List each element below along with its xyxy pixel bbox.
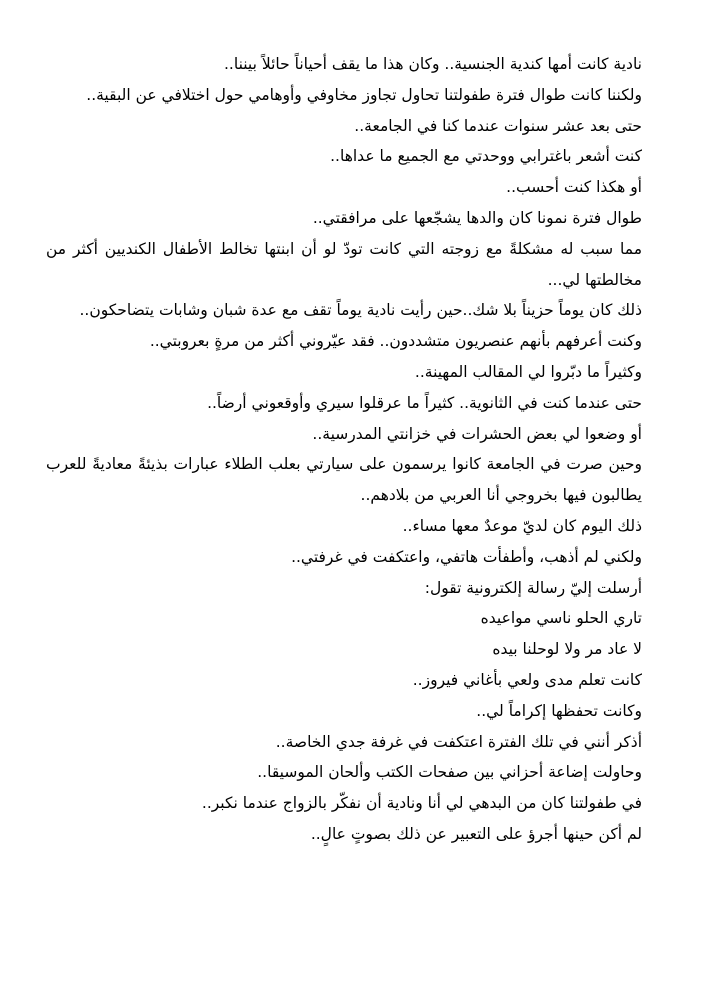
paragraph: ولكننا كانت طوال فترة طفولتنا تحاول تجاوز مخاوفي وأوهامي حول اختلافي عن البقية..	[86, 85, 642, 104]
paragraph: ولكني لم أذهب، وأطفأت هاتفي، واعتكفت في غرفتي..	[291, 547, 642, 566]
paragraph: حتى بعد عشر سنوات عندما كنا في الجامعة..	[354, 116, 642, 135]
paragraph: لم أكن حينها أجرؤ على التعبير عن ذلك بصوتٍ عالٍ..	[310, 824, 642, 843]
paragraph: حتى عندما كنت في الثانوية.. كثيراً ما عرقلوا سيري وأوقعوني أرضاً..	[207, 393, 642, 412]
paragraph: ذلك كان يوماً حزيناً بلا شك..حين رأيت نادية يوماً تقف مع عدة شبان وشابات يتضاحكون..	[79, 301, 642, 320]
paragraph: أو هكذا كنت أحسب..	[506, 178, 642, 197]
paragraph: وحين صرت في الجامعة كانوا يرسمون على سيارتي بعلب الطلاء عبارات بذيئةً معاديةً للعرب يطالبون فيها بخروجي أنا العربي من بلادهم..	[46, 455, 642, 505]
paragraph: وكانت تحفظها إكراماً لي..	[476, 701, 642, 720]
verse-line: لا عاد مر ولا لوحلنا بيده	[492, 640, 642, 659]
paragraph: كنت أشعر باغترابي ووحدتي مع الجميع ما عداها..	[330, 147, 642, 166]
paragraph: أو وضعوا لي بعض الحشرات في خزانتي المدرسية..	[312, 424, 642, 443]
paragraph: مما سبب له مشكلةً مع زوجته التي كانت تودّ لو أن ابنتها تخالط الأطفال الكنديين أكثر من مخالطتها لي...	[46, 239, 642, 289]
paragraph: وكنت أعرفهم بأنهم عنصريون متشددون.. فقد عيّروني أكثر من مرةٍ بعروبتي..	[149, 332, 642, 351]
document-body	[46, 49, 642, 850]
paragraph: وحاولت إضاعة أحزاني بين صفحات الكتب وألحان الموسيقا..	[257, 763, 642, 782]
paragraph: طوال فترة نمونا كان والدها يشجّعها على مرافقتي..	[312, 208, 642, 227]
paragraph: أرسلت إليّ رسالة إلكترونية تقول:	[424, 578, 642, 597]
paragraph: نادية كانت أمها كندية الجنسية.. وكان هذا ما يقف أحياناً حائلاً بيننا..	[224, 55, 642, 73]
paragraph: وكثيراً ما دبّروا لي المقالب المهينة..	[414, 362, 642, 381]
paragraph: أذكر أنني في تلك الفترة اعتكفت في غرفة جدي الخاصة..	[275, 732, 642, 751]
paragraph: ذلك اليوم كان لديّ موعدٌ معها مساء..	[402, 516, 642, 535]
paragraph: كانت تعلم مدى ولعي بأغاني فيروز..	[412, 670, 642, 689]
verse-line: تاري الحلو ناسي مواعيده	[480, 609, 642, 628]
paragraph: في طفولتنا كان من البدهي لي أنا ونادية أن نفكّر بالزواج عندما نكبر..	[201, 794, 642, 813]
